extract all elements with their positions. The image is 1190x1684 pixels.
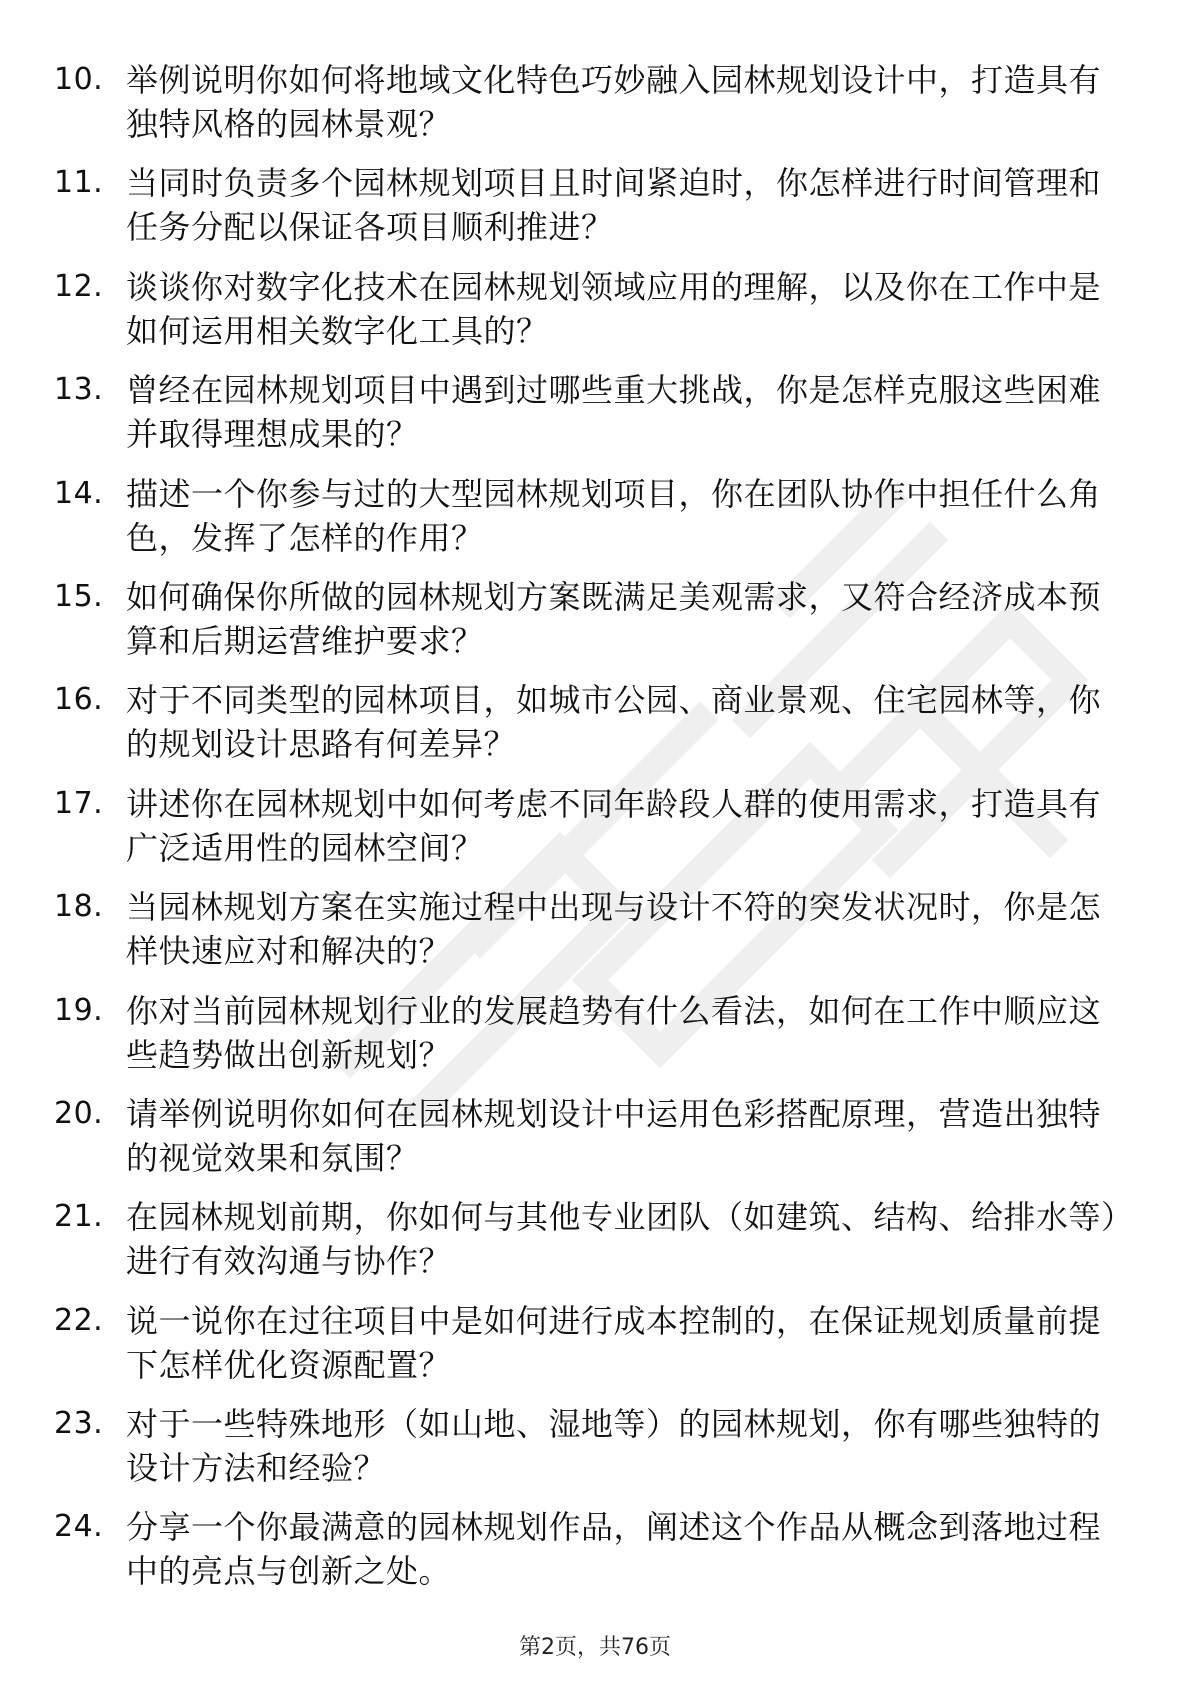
question-text: 对于不同类型的园林项目，如城市公园、商业景观、住宅园林等，你的规划设计思路有何差异？ xyxy=(126,681,1102,764)
question-text: 曾经在园林规划项目中遇到过哪些重大挑战，你是怎样克服这些困难并取得理想成果的？ xyxy=(126,371,1102,454)
question-number: 21. xyxy=(54,1199,104,1235)
question-text: 你对当前园林规划行业的发展趋势有什么看法，如何在工作中顺应这些趋势做出创新规划？ xyxy=(126,991,1102,1074)
question-item xyxy=(0,360,1190,463)
question-number: 19. xyxy=(54,992,104,1028)
question-item xyxy=(0,877,1190,980)
question-item xyxy=(0,774,1190,877)
question-number: 10. xyxy=(54,62,104,97)
question-number: 23. xyxy=(54,1406,104,1442)
question-text: 请举例说明你如何在园林规划设计中运用色彩搭配原理，营造出独特的视觉效果和氛围？ xyxy=(126,1094,1102,1177)
question-number: 17. xyxy=(54,785,104,821)
page-number-footer: 第2页，共76页 xyxy=(519,1635,671,1660)
question-item xyxy=(0,567,1190,670)
question-text: 描述一个你参与过的大型园林规划项目，你在团队协作中担任什么角色，发挥了怎样的作用？ xyxy=(126,474,1102,557)
question-number: 20. xyxy=(54,1095,104,1131)
question-text: 当园林规划方案在实施过程中出现与设计不符的突发状况时，你是怎样快速应对和解决的？ xyxy=(126,888,1102,971)
question-number: 13. xyxy=(54,372,104,408)
question-number: 24. xyxy=(54,1509,104,1545)
question-item xyxy=(0,1291,1190,1394)
question-text: 谈谈你对数字化技术在园林规划领域应用的理解，以及你在工作中是如何运用相关数字化工具的？ xyxy=(126,267,1102,350)
question-text: 当同时负责多个园林规划项目且时间紧迫时，你怎样进行时间管理和任务分配以保证各项目顺利推进？ xyxy=(126,164,1102,247)
question-text: 讲述你在园林规划中如何考虑不同年龄段人群的使用需求，打造具有广泛适用性的园林空间？ xyxy=(126,784,1102,867)
question-item xyxy=(0,257,1190,360)
question-text: 分享一个你最满意的园林规划作品，阐述这个作品从概念到落地过程中的亮点与创新之处。 xyxy=(126,1508,1102,1591)
question-text: 说一说你在过往项目中是如何进行成本控制的，在保证规划质量前提下怎样优化资源配置？ xyxy=(126,1301,1102,1384)
question-item xyxy=(0,1084,1190,1187)
question-item xyxy=(0,153,1190,256)
question-text: 如何确保你所做的园林规划方案既满足美观需求，又符合经济成本预算和后期运营维护要求？ xyxy=(126,577,1102,660)
question-item xyxy=(0,1497,1190,1600)
question-item xyxy=(0,981,1190,1084)
question-number: 11. xyxy=(54,165,104,201)
question-number: 16. xyxy=(54,682,104,718)
question-item xyxy=(0,1394,1190,1497)
question-item xyxy=(0,1187,1190,1290)
question-number: 14. xyxy=(54,475,104,511)
question-text: 对于一些特殊地形（如山地、湿地等）的园林规划，你有哪些独特的设计方法和经验？ xyxy=(126,1405,1102,1488)
question-item xyxy=(0,464,1190,567)
question-text: 举例说明你如何将地域文化特色巧妙融入园林规划设计中，打造具有独特风格的园林景观？ xyxy=(126,61,1102,143)
question-item xyxy=(0,670,1190,773)
question-text: 在园林规划前期，你如何与其他专业团队（如建筑、结构、给排水等）进行有效沟通与协作？ xyxy=(126,1198,1118,1281)
question-number: 18. xyxy=(54,889,104,925)
question-number: 22. xyxy=(54,1302,104,1338)
question-item xyxy=(0,50,1190,153)
question-number: 15. xyxy=(54,578,104,614)
question-list xyxy=(0,50,1190,1601)
question-number: 12. xyxy=(54,268,104,304)
